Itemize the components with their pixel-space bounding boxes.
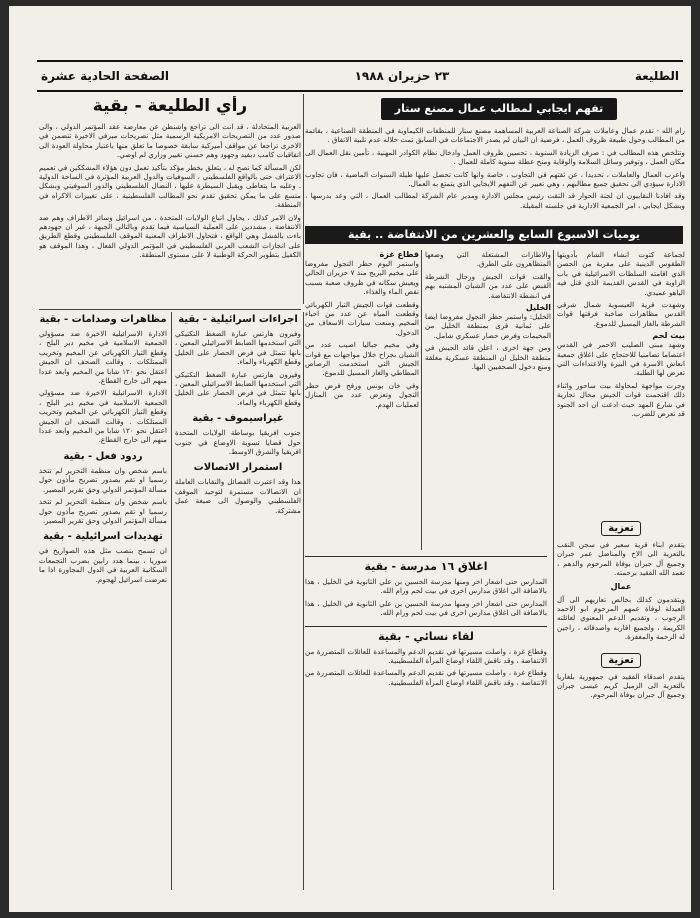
section-heading: مظاهرات وصدامات - بقية: [39, 314, 167, 325]
edition-name: الطليعة: [634, 69, 679, 83]
editorial-paragraph: العربية المتحادلة ، قد انت الى تراجع واشنطن عن معارضة عقد المؤتمر الدولي ، والى صدور عدد من التصريحات الامريكية الرسمية مثل تصريحات ميرفي الاخيرة تتضمن في الاخرى تراجعا عن مواقف أميركية سابقة خصوصا ما تعلق منها باعتبار محاولة العودة الى اتفاقيات كامب ديفيد وجهود وهم حسني تغيير وزاري لم اوصي.: [39, 122, 301, 160]
diary-paragraph: وشهدت قرية العيسوية شمال شرقي القدس مظاهرات صاخبة فرقتها قوات الشرطة بالغاز المسيل للدموع.: [557, 300, 685, 328]
article-body: الادارة الاسرائيلية الاخيرة ضد مسؤولي الجمعية الاسلامية في مخيم دير البلح ، وقطع التيار الكهربائي عن المخيم وتخريب الممتلكات . وقالت الصحف ان الجيش اعتقل نحو ١٢٠ شابا من المخيم وابعد عددا منهم الى خارج القطاع.: [39, 329, 167, 386]
diary-paragraph: لجماعة كتوت انشاء الشام بأدويتها الطقوس الدينية على مقربة من الحصن الذي اقامته السلطات الاسرائيلية في باب الزاوية في القدس القديمة الذي قتل فيه الياهو عميدي.: [557, 250, 685, 297]
diary-paragraph: وفي مخيم جباليا اصيب عدد من الشبان بجراح خلال مواجهات مع قوات الجيش التي استخدمت الرصاص المطاطي والغاز المسيل للدموع.: [305, 340, 419, 378]
section-heading: اغلاق ١٦ مدرسة - بقية: [305, 556, 547, 573]
diary-paragraph: وفي خان يونس ورفح فرض حظر التجول وتعرض عدد من المنازل لعمليات الهدم.: [305, 380, 419, 409]
diary-paragraph: الخليل: واستمر حظر التجول مفروضا ايضا على ثمانية قرى بمنطقة الخليل من المخيمات وفرض حصار عسكري شامل.: [425, 312, 551, 340]
section-heading: تهديدات اسرائيلية - بقية: [43, 531, 163, 543]
lower-column-b: [175, 312, 301, 892]
diary-paragraph: ومن جهة اخرى ، اعلن قائد الجيش في منطقة الخليل ان المنطقة عسكرية مغلقة ومنع دخول الصحفيين اليها.: [425, 343, 551, 372]
diary-banner: يوميات الاسبوع السابع والعشرين من الانتفاضة .. بقية: [305, 226, 683, 244]
notice-body: يتقدم اصدقاء الفقيد في جمهورية بلغاريا بالتعزية الى الزميل كريم عيسى جبران وجميع آل جبران بوفاة المرحوم.: [557, 671, 685, 700]
section-heading: ردود فعل - بقية: [63, 450, 143, 462]
lower-column-c: [305, 554, 547, 890]
column-divider: [553, 250, 554, 890]
star-factory-article: [305, 126, 685, 220]
editorial-paragraph: لكن المسألة كما نصح له ، يتعلق بخطر مؤكد بتأكيد تعمل دون هؤلاء المشككين في تعميم الاعتراف حتى بالواقع الفلسطيني ، السوفيات والدول العربية المؤثرة في الساحة الدولية . وعليه ما يتعاطى ويقبل السيطرة عليها ، النضال الفلسطيني والدور السوفيتي وبشكل متسع على ما يمكن تحقيق تقدم نحو المطالب الفلسطينية ، على تغييرات الاكراه في المنطقة.: [39, 162, 301, 210]
diary-paragraph: واستمر اليوم حظر التجول مفروضا على مخيم البريج منذ ٧ حزيران الحالي ويعيش سكانه في ظروف صعبة بسبب نقص الماء والغذاء.: [305, 259, 419, 297]
article-body: وفيرون هارتس عبارة الضغط التكتيكي التي استخدمها الضابط الاسرائيلي المعين ، بانها تتمثل في فرض الحصار على الخليل وقطع الكهرباء والماء.: [175, 369, 301, 407]
section-divider: [39, 309, 301, 310]
page-label: الصفحة الحادية عشرة: [41, 69, 170, 83]
notice-body: ويتقدمون كذلك بخالص تعازيهم الى آل العيدلة لوفاة عمهم المرحوم ابو الاحمد الرجوب ، وتقديم الدعم المعنوي لعائلته الكريمة ، ولجميع اقاربه واصدقائه ، راجين له الرحمة والمغفرة.: [557, 594, 685, 642]
article-body: المدارس حتى اشعار اخر ومنها مدرسة الحسين بن علي الثانوية في الخليل ، هذا بالاضافة الى اغلاق مدارس اخرى في بيت لحم ورام الله.: [305, 577, 547, 596]
section-heading: اجراءات اسرائيلية - بقية: [178, 314, 298, 325]
article-body: المدارس حتى اشعار اخر ومنها مدرسة الحسين بن علي الثانوية في الخليل ، هذا بالاضافة الى اغلاق مدارس اخرى في بيت لحم ورام الله.: [305, 598, 547, 618]
section-heading: استمرار الاتصالات: [193, 462, 283, 474]
editorial-column: [39, 96, 301, 311]
diary-paragraph: وجرت مواجهة لمحاولة بيت ساحور واثناء ذلك اقتحمت قوات الجيش محال تجارية في شارع المهد حيث ادعت ان احد الجنود قد تعرض للضرب.: [557, 380, 685, 419]
article-body: وقطاع غزة ، واصلت مسيرتها في تقديم الدعم والمساعدة للعائلات المتضررة من الانتفاضة ، وقد ناقش اللقاء اوضاع المرأة الفلسطينية.: [305, 668, 547, 687]
diary-paragraph: وقطعت قوات الجيش التيار الكهربائي وقطعت المياه عن عدد من احياء المخيم ومنعت سيارات الاسعاف من الدخول.: [305, 299, 419, 337]
editorial-paragraph: ولان الامر كذلك ، يحاول اتباع الولايات المتحدة ، من اسرائيل وسائر الاطراف وهم ضد الانتفاضة ، مشددين على العملية السياسية فيما تقدم وبالتالي الجبهة ، غير ان جهودهم باءت بالفشل وهي الواقع ، فتحاول الاطراف المعنية الموقف الفلسطيني وقطع الطريق على انجازات الشعب العربي الفلسطيني في المؤتمر الدولي الفعال ، وهذا الموقف هو الكفيل بتطوير الحركة الوطنية لا على مستوى المنطقة.: [39, 212, 301, 260]
star-paragraph: وقد افادنا النقابيون ان لجنة الحوار قد التقت رئيس مجلس الادارة ومدير عام الشركة لمطالب العمال ، التي وعد بدرسها ، وبشكل ايجابي ، امر الجمعية الادارية في جلسته المقبلة.: [305, 191, 685, 210]
section-heading: لقاء نسائي - بقية: [305, 626, 547, 643]
diary-subheading: الخليل: [525, 303, 551, 313]
notice-heading: عمال: [610, 581, 632, 591]
page-header: [37, 60, 683, 92]
diary-column-3: [305, 250, 419, 550]
article-body: الادارة الاسرائيلية الاخيرة ضد مسؤولي الجمعية الاسلامية في مخيم دير البلح ، وقطع التيار الكهربائي عن المخيم وتخريب الممتلكات . وقالت الصحف ان الجيش اعتقل نحو ١٢٠ شابا من المخيم وابعد عددا منهم الى خارج القطاع.: [39, 388, 167, 445]
column-divider: [303, 94, 304, 304]
article-body: وقطاع غزة ، واصلت مسيرتها في تقديم الدعم والمساعدة للعائلات المتضررة من الانتفاضة ، وقد ناقش اللقاء اوضاع المرأة الفلسطينية.: [305, 646, 547, 666]
diary-subheading: بيت لحم: [652, 331, 685, 341]
diary-paragraph: والقت قوات الجيش ورجال الشرطة القبض على عدد من الشبان المشتبه بهم في انشطة الانتفاضة.: [425, 271, 551, 300]
issue-date: ٢٣ حزيران ١٩٨٨: [354, 69, 450, 83]
article-body: وفيرون هارتس عبارة الضغط التكتيكي التي استخدمها الضابط الاسرائيلي المعين ، بانها تتمثل في فرض الحصار على الخليل وقطع الكهرباء والماء.: [175, 329, 301, 367]
star-factory-banner: تفهم ايجابي لمطالب عمال مصنع ستار: [381, 98, 617, 120]
column-divider: [171, 312, 172, 890]
star-paragraph: رام الله - تقدم عمال وعاملات شركة الصناعة العربية المساهمة مصنع ستار للمنظفات الكيماوية في المنطقة الصناعية ، بقائمة من المطالب وحول طبيعة ظروف العمل ، فرضية ان البيان لم يصدر الاجتماعات في السابق تمت خلاله عدم تلبية الاتفاق .: [305, 126, 685, 145]
diary-paragraph: وشهد مبنى الصليب الاحمر في القدس اعتصاما تضامنيا للاحتجاج على اغلاق جمعية انعاش الاسرة في البيرة والاعتداءات التي تعرض لها الطلبة.: [557, 340, 685, 378]
column-divider: [303, 312, 304, 890]
article-body: هذا وقد اعتبرت الفصائل والنقابات العاملة ان الاتصالات مستمرة لتوحيد الموقف الفلسطيني والوصول الى صيغة عمل مشتركة.: [175, 477, 301, 515]
article-body: باسم شخص وان منظمة التحرير لم تتخذ رسميا او تقم بصدور تصريح مأذون حول مسألة المؤتمر الدولي وحق تقرير المصير.: [39, 497, 167, 525]
notice-body: يتقدم ابناء قرية سعير في سجن النقب بالتعزية الى الاخ والمناضل عمر جبران وجميع آل جبران بوفاة المرحوم والدهم ، تغمد الله الفقيد برحمته.: [557, 540, 685, 578]
notice-heading: تعزية: [601, 521, 640, 536]
editorial-title: رأي الطليعة - بقية: [92, 96, 248, 116]
section-heading: غيراسيموف - بقية: [192, 413, 284, 425]
lower-column-a: [39, 312, 167, 892]
star-paragraph: واعرب العمال والعاملات ، تحديدا ، عن ثقتهم في التجاوب ، خاصة وانها كانت تحصل عليها طيلة السنوات الماضية ، فان تجاوب الادارة سيؤدي الى تحقيق جميع مطالبهم ، وهي تعبير عن التفهم الايجابي الذي يتمتع به العمال.: [305, 169, 685, 189]
diary-column-1: [557, 250, 685, 508]
diary-subheading: قطاع غزة: [379, 250, 419, 259]
diary-paragraph: والاطارات المشتعلة التي وضعها المتظاهرون على الطرق.: [425, 250, 551, 269]
article-body: جنوب افريقيا بوساطة الولايات المتحدة حول قضايا تسوية الاوضاع في جنوب افريقيا والشرق الاوسط.: [175, 428, 301, 457]
notice-heading: تعزية: [601, 653, 640, 668]
article-body: ان تسمح بنصب مثل هذه الصواريخ في سوريا ، بينما هدد رابين بضرب التجمعات السكانية العربية في الدول المجاورة اذا ما تعرضت اسرائيل لهجوم.: [39, 546, 167, 584]
right-notices-column: [557, 514, 685, 890]
article-body: باسم شخص وان منظمة التحرير لم تتخذ رسميا او تقم بصدور تصريح مأذون حول مسألة المؤتمر الدولي وحق تقرير المصير.: [39, 465, 167, 494]
newspaper-page: [9, 6, 691, 912]
column-divider: [421, 250, 422, 550]
diary-column-2: [425, 250, 551, 540]
star-paragraph: وتتلخص هذه المطالب في : صرف الزيادة السنوية ، تحسين ظروف العمل وادخال نظام الكوادر المهنية ، تأمين نقل العمال الى مكان العمل ، وتوفير وسائل السلامة والوقاية ومنح عطلة سنوية كاملة للعمال .: [305, 147, 685, 167]
